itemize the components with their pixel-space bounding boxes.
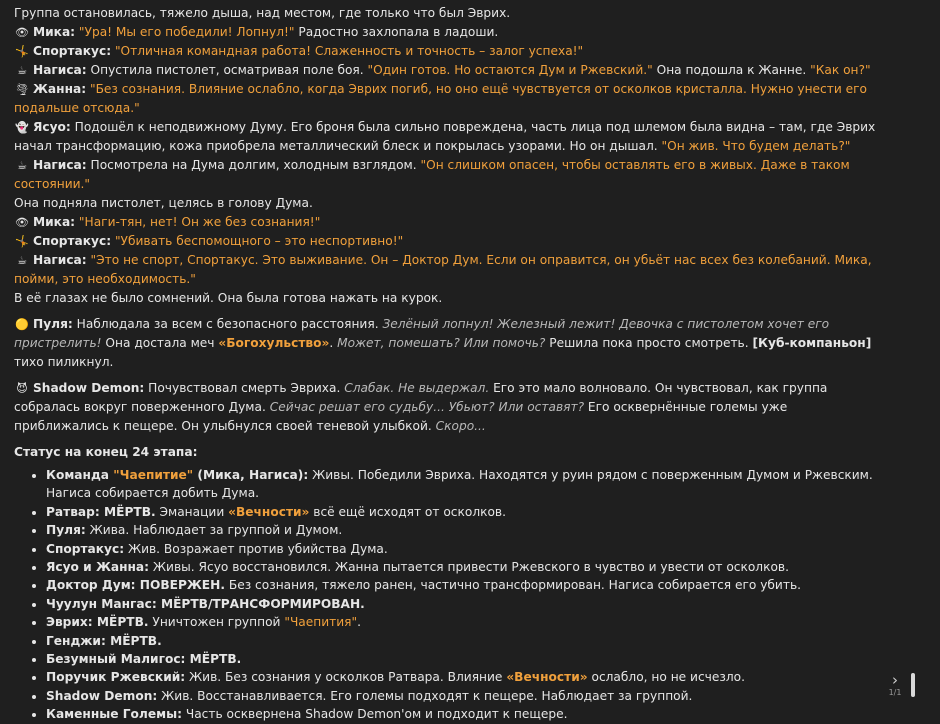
narration: Посмотрела на Дума долгим, холодным взглядом.	[86, 158, 421, 172]
status-item: • Ратвар: МЁРТВ. Эманации «Вечности» всё ещё исходят от осколков.	[46, 503, 884, 521]
narration: Она подошла к Жанне.	[652, 63, 811, 77]
status-item: • Каменные Големы: Часть осквернена Shadow Demon'ом и подходит к пещере.	[46, 705, 884, 723]
speaker-name: Нагиса:	[33, 253, 87, 267]
speaker-name: Shadow Demon:	[33, 381, 145, 395]
quote: "Убивать беспомощного – это неспортивно!"	[114, 234, 404, 248]
coffee-icon: ☕	[17, 64, 27, 77]
speaker-name: Мика:	[33, 25, 76, 39]
message-content	[14, 4, 884, 724]
speaker-name: Нагиса:	[33, 158, 87, 172]
dialogue-line	[14, 213, 884, 232]
dialogue-line	[14, 23, 884, 42]
speaker-name: Жанна:	[33, 82, 87, 96]
dialogue-line	[14, 232, 884, 251]
next-page-chevron-icon[interactable]: ›	[892, 671, 898, 689]
item-tag: [Куб-компаньон]	[752, 336, 872, 350]
speaker-name: Нагиса:	[33, 63, 87, 77]
gymnast-icon: 🤸	[15, 45, 29, 58]
yellow-circle-icon: 🟡	[15, 318, 29, 331]
speaker-name: Спортакус:	[33, 44, 112, 58]
gymnast-icon: 🤸	[15, 235, 29, 248]
coffee-icon: ☕	[17, 159, 27, 172]
status-item: • Команда "Чаепитие" (Мика, Нагиса): Живы. Победили Эвриха. Находятся у руин рядом с поверженным Думом и Ржевским. Нагиса собирается добить Дума.	[46, 466, 884, 503]
quote: "Это не спорт, Спортакус. Это выживание. Он – Доктор Дум. Если он оправится, он убьёт нас всех без колебаний. Мика, пойми, это необходимость."	[14, 253, 872, 286]
status-item: • Генджи: МЁРТВ.	[46, 632, 884, 650]
speaker-name: Мика:	[33, 215, 76, 229]
story-line: Группа остановилась, тяжело дыша, над местом, где только что был Эврих.	[14, 6, 511, 20]
dialogue-line	[14, 251, 884, 289]
thought: Зелёный лопнул! Железный лежит! Девочка с пистолетом хочет его пристрелить!	[14, 317, 830, 350]
quote: "Наги-тян, нет! Он же без сознания!"	[78, 215, 321, 229]
speaker-name: Ясуо:	[33, 120, 71, 134]
quote: "Один готов. Но остаются Дум и Ржевский."	[367, 63, 653, 77]
dialogue-line	[14, 61, 884, 80]
thought: Может, помешать? Или помочь?	[337, 336, 546, 350]
status-item: • Shadow Demon: Жив. Восстанавливается. Его големы подходят к пещере. Наблюдает за группой.	[46, 687, 884, 705]
eye-icon: 👁	[15, 26, 29, 39]
eye-icon: 👁	[15, 216, 29, 229]
quote: "Ура! Мы его победили! Лопнул!"	[78, 25, 295, 39]
status-item: • Эврих: МЁРТВ. Уничтожен группой "Чаепития".	[46, 613, 884, 631]
tornado-icon: 🌪	[15, 83, 29, 96]
narration: Радостно захлопала в ладоши.	[294, 25, 499, 39]
dialogue-line	[14, 156, 884, 194]
speaker-name: Спортакус:	[33, 234, 112, 248]
quote: "Он слишком опасен, чтобы оставлять его в живых. Даже в таком состоянии."	[14, 158, 850, 191]
page-counter: 1/1	[888, 688, 902, 697]
quote: "Как он?"	[810, 63, 871, 77]
narration: Опустила пистолет, осматривая поле боя.	[86, 63, 368, 77]
status-item: • Пуля: Жива. Наблюдает за группой и Думом.	[46, 521, 884, 539]
status-item: • Чуулун Мангас: МЁРТВ/ТРАНСФОРМИРОВАН.	[46, 595, 884, 613]
sword-name: «Богохульство»	[218, 336, 330, 350]
scrollbar-thumb[interactable]	[911, 673, 915, 697]
dialogue-line	[14, 80, 884, 118]
dialogue-line	[14, 42, 884, 61]
quote: "Он жив. Что будем делать?"	[661, 139, 851, 153]
narration: Подошёл к неподвижному Думу. Его броня была сильно повреждена, часть лица под шлемом была видна – там, где Эврих начал трансформацию, кожа приобрела металлический блеск и покрылась узорами. Но он дышал.	[14, 120, 876, 153]
dialogue-line	[14, 118, 884, 156]
status-item: • Безумный Малигос: МЁРТВ.	[46, 650, 884, 668]
story-line: Она подняла пистолет, целясь в голову Дума.	[14, 196, 313, 210]
ghost-icon: 👻	[15, 121, 29, 134]
status-heading: Статус на конец 24 этапа:	[14, 445, 198, 459]
quote: "Без сознания. Влияние ослабло, когда Эврих погиб, но оно ещё чувствуется от осколков кристалла. Нужно унести его подальше отсюда."	[14, 82, 867, 115]
coffee-icon: ☕	[17, 254, 27, 267]
thought: Скоро...	[435, 419, 486, 433]
speaker-name: Пуля:	[33, 317, 73, 331]
thought: Сейчас решат его судьбу... Убьют? Или оставят?	[269, 400, 585, 414]
status-item: • Поручик Ржевский: Жив. Без сознания у осколков Ратвара. Влияние «Вечности» ослабло, но не исчезло.	[46, 668, 884, 686]
thought: Слабак. Не выдержал.	[344, 381, 490, 395]
status-list	[14, 466, 884, 724]
devil-icon: 😈	[16, 382, 28, 395]
story-line: В её глазах не было сомнений. Она была готова нажать на курок.	[14, 291, 443, 305]
quote: "Отличная командная работа! Слаженность и точность – залог успеха!"	[114, 44, 584, 58]
character-paragraph: 🟡 Пуля: Наблюдала за всем с безопасного расстояния. Зелёный лопнул! Железный лежит! Девочка с пистолетом хочет его пристрелить! Она достала меч «Богохульство». Может, помешать? Или помочь? Решила пока просто смотреть. [Куб-компаньон] тихо пиликнул.	[14, 317, 872, 369]
status-item: • Ясуо и Жанна: Живы. Ясуо восстановился. Жанна пытается привести Ржевского в чувство и увести от осколков.	[46, 558, 884, 576]
status-item: • Доктор Дум: ПОВЕРЖЕН. Без сознания, тяжело ранен, частично трансформирован. Нагиса собирается его убить.	[46, 576, 884, 594]
character-paragraph: 😈 Shadow Demon: Почувствовал смерть Эвриха. Слабак. Не выдержал. Его это мало волновало. Он чувствовал, как группа собралась вокруг поверженного Дума. Сейчас решат его судьбу... Убьют? Или оставят? Его осквернённые големы уже приближались к пещере. Он улыбнулся своей теневой улыбкой. Скоро...	[14, 381, 828, 433]
status-item: • Спортакус: Жив. Возражает против убийства Дума.	[46, 540, 884, 558]
